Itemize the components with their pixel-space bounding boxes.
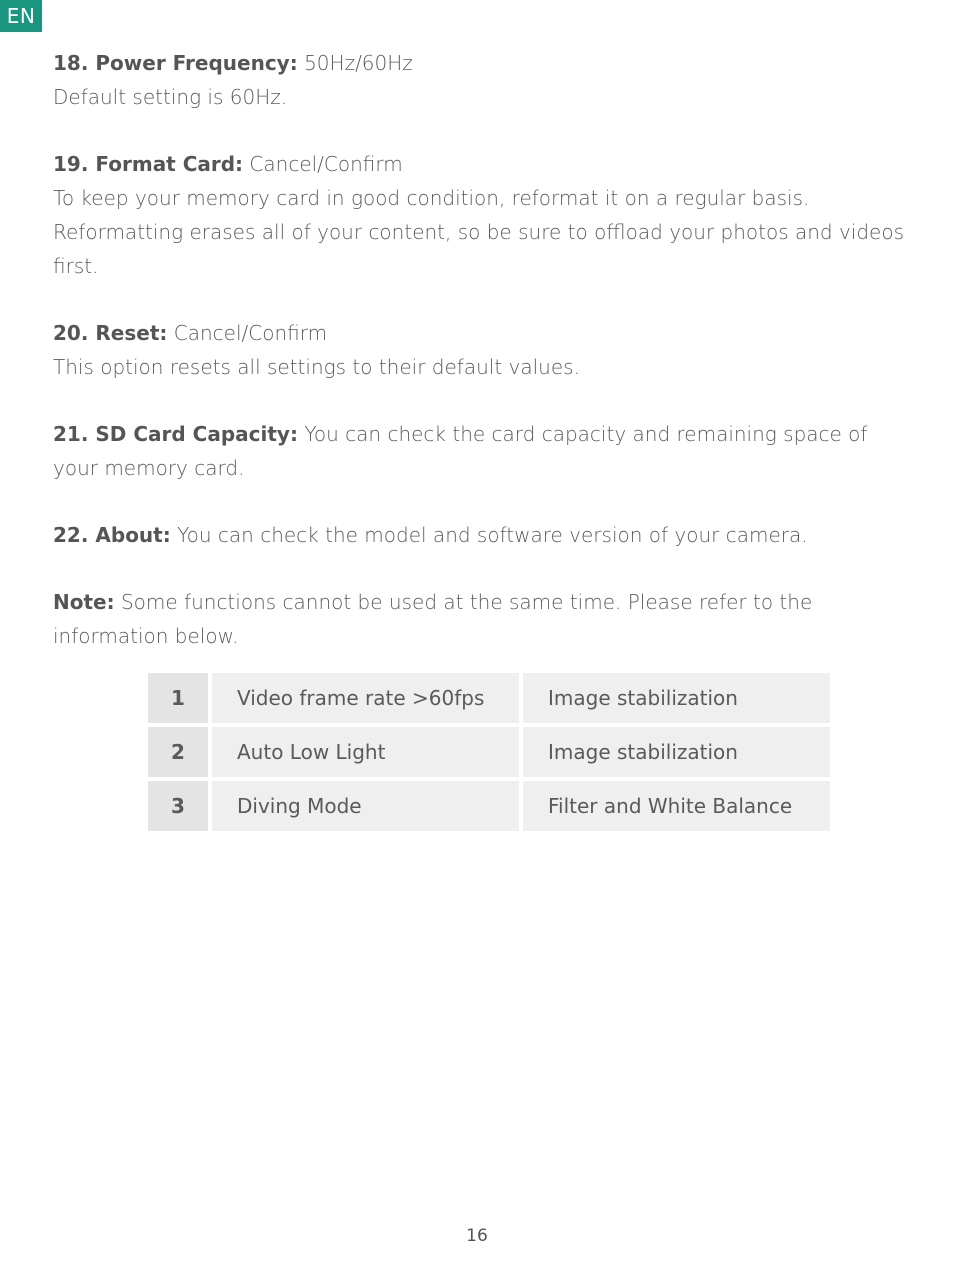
setting-description: Default setting is 60Hz. (53, 85, 288, 109)
setting-title: 19. Format Card: (53, 152, 244, 176)
row-number: 2 (148, 727, 208, 777)
function-b: Filter and White Balance (523, 781, 830, 831)
language-tag: EN (0, 0, 42, 32)
setting-value: 50Hz/60Hz (304, 51, 413, 75)
function-b: Image stabilization (523, 727, 830, 777)
function-a: Diving Mode (212, 781, 519, 831)
setting-format-card (53, 147, 913, 283)
page-number: 16 (466, 1226, 488, 1246)
function-conflict-table (144, 669, 834, 835)
setting-description: To keep your memory card in good condition, reformat it on a regular basis. Reformatting erases all of your content, so be sure to offload your photos and videos first. (53, 186, 905, 278)
setting-description: This option resets all settings to their default values. (53, 355, 580, 379)
setting-title: 20. Reset: (53, 321, 168, 345)
setting-title: 22. About: (53, 523, 171, 547)
page-content (53, 46, 913, 671)
note-title: Note: (53, 590, 115, 614)
setting-sd-card-capacity (53, 417, 913, 485)
function-a: Video frame rate >60fps (212, 673, 519, 723)
setting-title: 18. Power Frequency: (53, 51, 298, 75)
table-row (148, 673, 830, 723)
row-number: 3 (148, 781, 208, 831)
setting-value: You can check the model and software version of your camera. (177, 523, 808, 547)
setting-value: You can check the card capacity and remaining space of your memory card. (53, 422, 868, 480)
setting-value: Cancel/Confirm (173, 321, 328, 345)
function-b: Image stabilization (523, 673, 830, 723)
table-row (148, 781, 830, 831)
setting-reset (53, 316, 913, 384)
row-number: 1 (148, 673, 208, 723)
setting-about (53, 518, 913, 552)
function-a: Auto Low Light (212, 727, 519, 777)
table-row (148, 727, 830, 777)
note (53, 585, 913, 653)
setting-title: 21. SD Card Capacity: (53, 422, 298, 446)
setting-value: Cancel/Confirm (249, 152, 403, 176)
setting-power-frequency (53, 46, 913, 114)
note-text: Some functions cannot be used at the same time. Please refer to the information below. (53, 590, 813, 648)
